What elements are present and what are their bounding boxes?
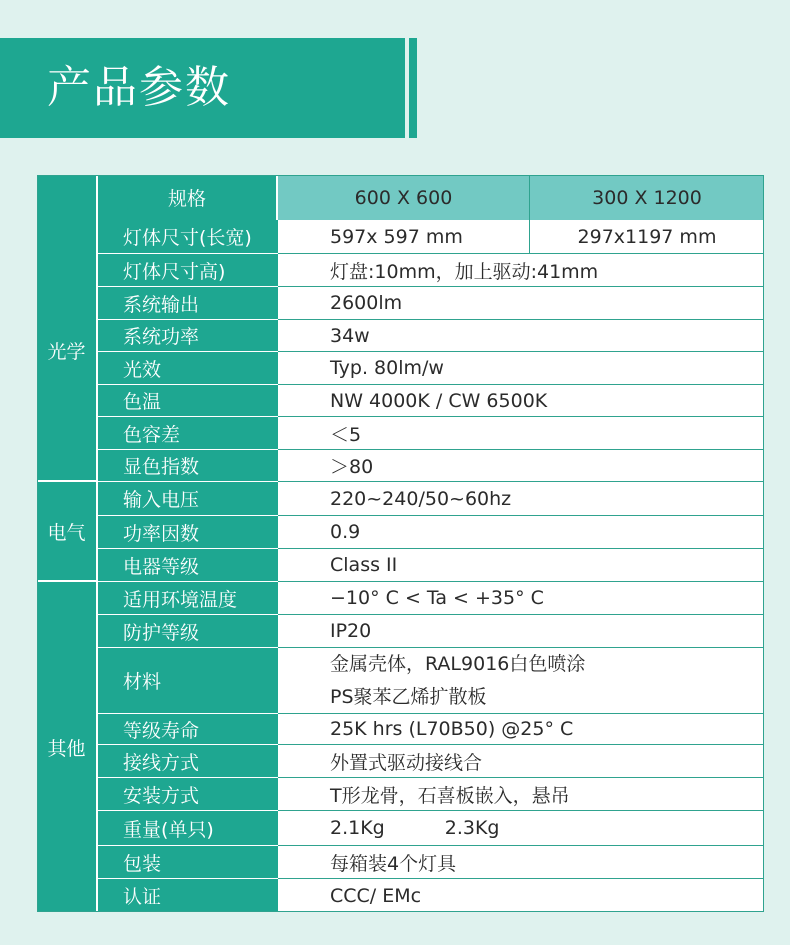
- row-label: 灯体尺寸(长宽): [98, 220, 278, 254]
- banner-stripe: [409, 38, 417, 138]
- row-value: T形龙骨，石喜板嵌入，悬吊: [278, 778, 764, 811]
- spec-table: [37, 175, 764, 912]
- header-spec-label: 规格: [98, 175, 278, 220]
- row-label: 光效: [98, 352, 278, 385]
- row-label: 材料: [98, 648, 278, 714]
- row-label: 包装: [98, 846, 278, 879]
- row-value: 2600lm: [278, 287, 764, 320]
- header-col-1200: 300 X 1200: [530, 175, 764, 220]
- row-label: 显色指数: [98, 450, 278, 482]
- weight-600: 2.1Kg: [330, 817, 385, 839]
- category-electrical: 电气: [37, 482, 98, 582]
- row-value: 34w: [278, 320, 764, 352]
- row-label: 输入电压: [98, 482, 278, 516]
- header-col-600: 600 X 600: [278, 175, 530, 220]
- row-label: 系统输出: [98, 287, 278, 320]
- row-value: 每箱装4个灯具: [278, 846, 764, 879]
- row-value: 25K hrs (L70B50) @25° C: [278, 714, 764, 745]
- row-value: Class II: [278, 549, 764, 582]
- material-line-1: 金属壳体，RAL9016白色喷涂: [330, 652, 586, 675]
- row-value: [278, 811, 764, 846]
- row-value: CCC/ EMc: [330, 884, 422, 907]
- row-value: −10° C < Ta < +35° C: [278, 582, 764, 615]
- row-label: 重量(单只): [98, 811, 278, 846]
- row-label: 灯体尺寸高): [98, 254, 278, 287]
- row-value: IP20: [278, 615, 764, 648]
- row-label: 色容差: [98, 417, 278, 450]
- row-value: Typ. 80lm/w: [278, 352, 764, 385]
- header-corner: [37, 175, 98, 220]
- row-value: ＜5: [278, 417, 764, 450]
- weight-1200: 2.3Kg: [444, 817, 500, 839]
- row-label: 色温: [98, 385, 278, 417]
- row-label: 接线方式: [98, 745, 278, 778]
- row-value: 297x1197 mm: [530, 220, 764, 254]
- row-label: 等级寿命: [98, 714, 278, 745]
- row-value: ＞80: [278, 450, 764, 482]
- row-label: 电器等级: [98, 549, 278, 582]
- row-value: 0.9: [278, 516, 764, 549]
- row-value: 外置式驱动接线合: [278, 745, 764, 778]
- row-label: 适用环境温度: [98, 582, 278, 615]
- row-label: 安装方式: [98, 778, 278, 811]
- row-value: 597x 597 mm: [278, 220, 530, 254]
- row-label: 认证: [98, 879, 278, 912]
- row-label: 防护等级: [98, 615, 278, 648]
- row-value: 灯盘:10mm，加上驱动:41mm: [278, 254, 764, 287]
- page-title: 产品参数: [47, 62, 231, 113]
- row-value: 220~240/50~60hz: [278, 482, 764, 516]
- category-optics: 光学: [37, 220, 98, 482]
- row-value: [278, 648, 764, 714]
- material-line-2: PS聚苯乙烯扩散板: [330, 685, 487, 708]
- row-label: 系统功率: [98, 320, 278, 352]
- row-value: NW 4000K / CW 6500K: [278, 385, 764, 417]
- row-label: 功率因数: [98, 516, 278, 549]
- category-other: 其他: [37, 582, 98, 912]
